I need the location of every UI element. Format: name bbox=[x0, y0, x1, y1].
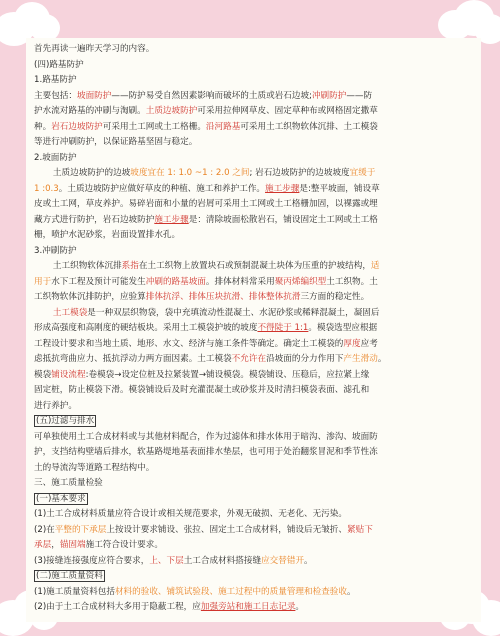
paragraph-line: 藏方式进行防护，岩石边坡防护施工步骤是：清除坡面松散岩石，铺设固定土工网或土工格 bbox=[34, 214, 378, 225]
paragraph-line: 护水流对路基的冲刷与淘刷。土质边坡防护可采用拉伸网草皮、固定草种布或网格固定撒草 bbox=[34, 106, 378, 116]
keyword-construction-steps: 施工步骤 bbox=[154, 214, 189, 225]
subheading-scour-protection: 3.冲刷防护 bbox=[34, 245, 77, 256]
paragraph-line: 种。岩石边坡防护可采用土工网或土工格栅。沿河路基可采用土工织物软体沉排、土工模袋 bbox=[34, 121, 378, 132]
list-item: 承层，锚固端施工符合设计要求。 bbox=[34, 540, 163, 550]
paragraph-line: 土工模袋是一种双层织物袋，袋中充填流动性混凝土、水泥砂浆或稀释混凝土，凝固后 bbox=[52, 307, 380, 318]
subheading-slope-protection: 2.坡面防护 bbox=[34, 152, 77, 163]
list-item: (1)施工质量资料包括材料的验收、铺筑试验段、施工过程中的质量管理和检查验收。 bbox=[34, 586, 356, 597]
paragraph-line: 进行养护。 bbox=[34, 400, 77, 411]
paragraph-line: 土质边坡防护的边坡坡度宜在 1: 1.0 ~1 : 2.0 之间; 岩石边坡防护的边坡坡度宜缓于 bbox=[52, 168, 376, 178]
keyword-riverside-roadbed: 沿河路基 bbox=[205, 121, 241, 132]
paragraph-line: 模袋铺设流程:卷模袋→设定位桩及拉紧装置→铺设模袋。模袋铺设、压稳后，应拉紧上缘 bbox=[34, 369, 370, 380]
keyword-scoured-slope: 冲刷的路基坡面 bbox=[145, 276, 206, 287]
list-item: (2)在平整的下承层上按设计要求铺设、张拉、固定土工合成材料，铺设后无皱折、紧贴下 bbox=[34, 524, 373, 535]
document-page bbox=[26, 38, 481, 622]
highlight-applicable: 用于 bbox=[34, 276, 52, 287]
paragraph-line: 护，支挡结构壁墙后排水，软基路堤地基表面排水垫层，也可用于处治翻浆冒泥和季节性冻 bbox=[34, 447, 378, 457]
highlight-records-content: 材料的验收、铺筑试验段、施工过程中的质量管理和检查验收 bbox=[114, 586, 347, 597]
paragraph-line: 工织物软体沉排防护，应验算排体抗浮、排体压块抗滑、排体整体抗滑三方面的稳定性。 bbox=[34, 292, 370, 302]
keyword-stability-checks: 排体抗浮、排体压块抗滑、排体整体抗滑 bbox=[145, 292, 301, 302]
keyword-construction-steps: 施工步骤 bbox=[265, 183, 300, 194]
paragraph-line: 固定桩，防止模袋下滑。模袋铺设后及时充灌混凝土或砂浆并及时清扫模袋表面、滤孔和 bbox=[34, 385, 370, 395]
section-heading-filtration-drainage: (五)过滤与排水 bbox=[36, 416, 95, 426]
section-heading-roadbed-protection: (四)路基防护 bbox=[34, 59, 84, 70]
paragraph-line: 形成高强度和高刚度的硬结板块。采用土工模袋护坡的坡度不得陡于 1:1。模袋选型应根据 bbox=[34, 323, 378, 333]
keyword-polypropylene-woven: 聚丙烯编织型 bbox=[274, 276, 327, 287]
paragraph-line: 用于水下工程及预计可能发生冲刷的路基坡面。排体材料常采用聚丙烯编织型土工织物。土 bbox=[34, 276, 378, 287]
keyword-laying-process: 铺设流程 bbox=[51, 369, 86, 380]
keyword-slope-limit: 不得陡于 1:1 bbox=[257, 323, 309, 333]
keyword-supervision-logs: 加强旁站和施工日志记录 bbox=[200, 602, 296, 612]
keyword-thickness: 厚度 bbox=[343, 338, 361, 349]
highlight-ratio-value: 1 :0.3 bbox=[34, 183, 59, 194]
highlight-sliding: 产生滑动 bbox=[343, 354, 378, 364]
paragraph-line: 土工织物软体沉排系指在土工织物上放置块石或预制混凝土块体为压重的护坡结构，适 bbox=[52, 261, 380, 271]
keyword-close-to-base: 紧贴下 bbox=[347, 524, 373, 535]
paragraph-line: 可单独使用土工合成材料或与其他材料配合，作为过滤体和排水体用于暗沟、渗沟、坡面防 bbox=[34, 431, 378, 442]
paragraph-line: 等进行冲刷防护，以保证路基坚固与稳定。 bbox=[34, 137, 198, 147]
keyword-rock-slope-protection: 岩石边坡防护 bbox=[51, 121, 103, 132]
keyword-close-to-base: 承层 bbox=[34, 540, 52, 550]
keyword-scour-protection: 冲刷防护 bbox=[311, 90, 347, 101]
list-item: (1)土工合成材料质量应符合设计或相关规范要求，外观无破损、无老化、无污染。 bbox=[34, 509, 347, 519]
highlight-slope-ratio: 坡度宜在 1: 1.0 ~1 : 2.0 之间 bbox=[130, 168, 250, 178]
subheading-quality-records: (二)施工质量资料 bbox=[36, 571, 103, 581]
list-item: (2)由于土工合成材料大多用于隐蔽工程，应加强旁站和施工日志记录。 bbox=[34, 602, 305, 612]
intro-line: 首先再读一遍昨天学习的内容。 bbox=[34, 44, 155, 54]
highlight-applicable: 适 bbox=[370, 261, 380, 271]
paragraph-line: 土的导流沟等道路工程结构中。 bbox=[34, 462, 155, 473]
paragraph-line: 栅，喷护水泥砂浆，岩面设置排水孔。 bbox=[34, 230, 181, 240]
keyword-slope-protection: 坡面防护 bbox=[76, 90, 112, 101]
keyword-anchor-end: 锚固端 bbox=[59, 540, 86, 550]
keyword-upper-lower-layers: 上、下层 bbox=[149, 555, 184, 566]
list-item: (3)接缝连接强度应符合要求，上、下层土工合成材料搭接缝应交替错开。 bbox=[34, 555, 313, 566]
paragraph-line: 主要包括：坡面防护——防护易受自然因素影响而破坏的土质或岩石边坡;冲刷防护——防 bbox=[34, 90, 373, 101]
keyword-not-allowed: 不允许在 bbox=[231, 354, 267, 364]
keyword-soil-slope-protection: 土质边坡防护 bbox=[145, 106, 198, 116]
paragraph-line: 1 :0.3。土质边坡防护应做好草皮的种植、施工和养护工作。施工步骤是:整平坡面，铺设草 bbox=[34, 183, 380, 194]
subheading-basic-requirements: (一)基本要求 bbox=[36, 493, 86, 504]
paragraph-line: 虑抵抗弯曲应力、抵抗浮动力两方面因素。土工模袋不允许在沿坡面的分力作用下产生滑动。 bbox=[34, 354, 387, 364]
paragraph-line: 皮或土工网，草皮养护。易碎岩面和小量的岩屑可采用土工网或土工格栅加固，以裸露或埋 bbox=[34, 199, 378, 209]
keyword-geotextile-mattress: 土工模袋 bbox=[52, 307, 88, 318]
subheading-roadbed-protection: 1.路基防护 bbox=[34, 75, 77, 85]
section-heading-quality-inspection: 三、施工质量检验 bbox=[34, 478, 103, 488]
keyword-refers-to: 系指 bbox=[121, 261, 139, 271]
paragraph-line: 工程设计要求和当地土质、地形、水文、经济与施工条件等确定。确定土工模袋的厚度应考 bbox=[34, 338, 378, 349]
highlight-gentler-than: 宜缓于 bbox=[349, 168, 376, 178]
highlight-staggered: 应交替错开 bbox=[261, 555, 305, 566]
highlight-flat-base: 平整的下承层 bbox=[54, 524, 107, 535]
